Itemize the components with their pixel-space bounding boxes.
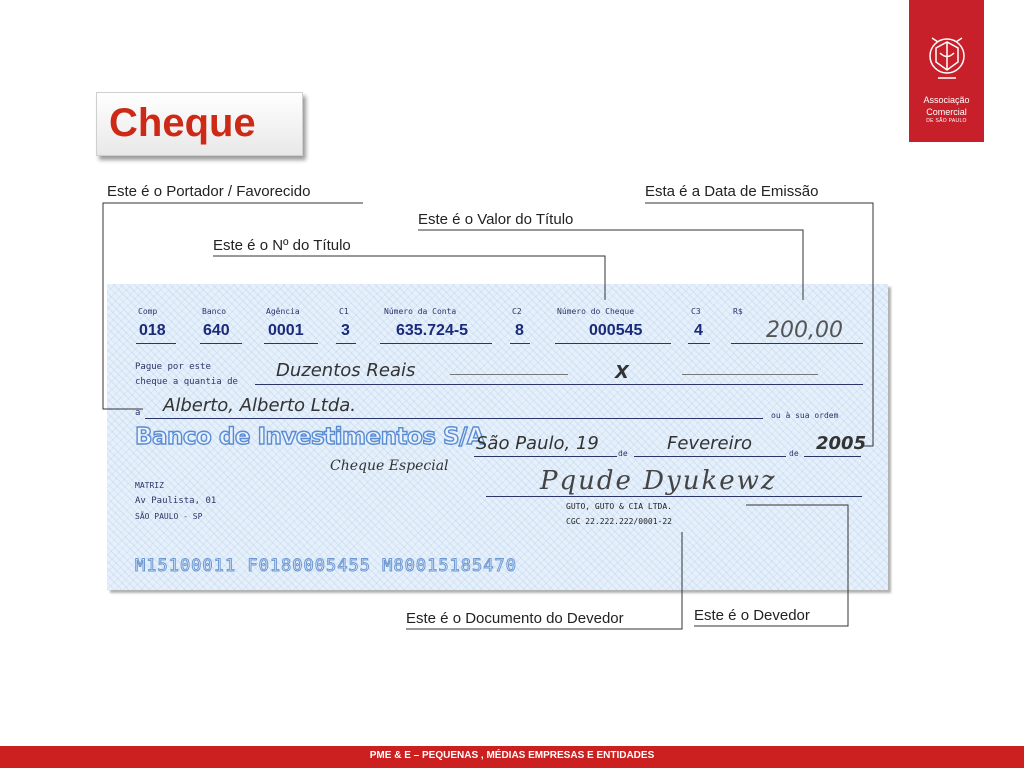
- logo-associacao-comercial: [909, 0, 984, 142]
- micr-line: M15100011 F0180005455 M80015185470: [135, 556, 517, 576]
- footer-bar: [0, 746, 1024, 768]
- value-c1: 3: [341, 322, 350, 339]
- header-comp: Comp: [138, 307, 158, 316]
- annotation-valor: Este é o Valor do Título: [418, 211, 574, 228]
- value-valor: 200,00: [766, 318, 843, 343]
- date-line-3: [804, 456, 861, 457]
- endereco: Av Paulista, 01: [135, 496, 217, 506]
- quantia-dash-1: [450, 374, 568, 375]
- underline-c3: [688, 343, 710, 344]
- x-mark: X: [615, 362, 629, 383]
- assinatura: Pqude Dyukewz: [540, 466, 777, 496]
- logo-subtitle: DE SÃO PAULO: [926, 118, 967, 124]
- devedor-cgc: CGC 22.222.222/0001-22: [566, 517, 672, 526]
- annotation-devedor: Este é o Devedor: [694, 607, 810, 624]
- underline-c2: [510, 343, 530, 344]
- de-label-1: de: [618, 449, 628, 458]
- cidade-data: São Paulo, 19: [476, 433, 599, 454]
- date-line-2: [634, 456, 786, 457]
- pague-line2: cheque a quantia de: [135, 377, 238, 387]
- bank-name: Banco de Investimentos S/A: [135, 424, 485, 450]
- footer-text: PME & E – PEQUENAS , MÉDIAS EMPRESAS E ENTIDADES: [369, 750, 655, 761]
- logo-name-line1: Associação: [923, 95, 970, 105]
- value-conta: 635.724-5: [396, 322, 469, 339]
- ano: 2005: [816, 433, 867, 454]
- value-agencia: 0001: [268, 322, 304, 339]
- ordem-label: ou à sua ordem: [771, 411, 839, 420]
- signature-line: [486, 496, 862, 497]
- coat-of-arms-icon: [926, 28, 968, 88]
- cidade-uf: SÃO PAULO - SP: [135, 512, 203, 521]
- underline-c1: [336, 343, 356, 344]
- value-banco: 640: [203, 322, 230, 339]
- annotation-portador: Este é o Portador / Favorecido: [107, 183, 311, 200]
- header-numero-cheque: Número do Cheque: [557, 307, 635, 316]
- underline-comp: [136, 343, 176, 344]
- pague-line1: Pague por este: [135, 362, 211, 372]
- header-rs: R$: [733, 307, 743, 316]
- underline-agencia: [264, 343, 318, 344]
- quantia-dash-2: [682, 374, 818, 375]
- header-c3: C3: [691, 307, 701, 316]
- quantia-extenso: Duzentos Reais: [276, 360, 416, 381]
- header-c1: C1: [339, 307, 349, 316]
- underline-valor: [731, 343, 863, 344]
- value-c3: 4: [694, 322, 703, 339]
- header-c2: C2: [512, 307, 522, 316]
- de-label-2: de: [789, 449, 799, 458]
- value-comp: 018: [139, 322, 166, 339]
- annotation-numero: Este é o Nº do Título: [213, 237, 351, 254]
- favorecido: Alberto, Alberto Ltda.: [163, 395, 356, 416]
- slide-title: Cheque: [109, 101, 256, 145]
- annotation-data-emissao: Esta é a Data de Emissão: [645, 183, 819, 200]
- devedor-nome: GUTO, GUTO & CIA LTDA.: [566, 502, 672, 511]
- logo-name-line2: Comercial: [926, 107, 967, 117]
- header-agencia: Agência: [266, 307, 300, 316]
- header-banco: Banco: [202, 307, 227, 316]
- underline-banco: [200, 343, 242, 344]
- underline-numero-cheque: [555, 343, 671, 344]
- mes: Fevereiro: [667, 433, 753, 454]
- matriz-label: MATRIZ: [135, 481, 164, 490]
- slide-title-box: [96, 92, 303, 156]
- value-c2: 8: [515, 322, 524, 339]
- annotation-documento-devedor: Este é o Documento do Devedor: [406, 610, 624, 627]
- quantia-line: [255, 384, 863, 385]
- a-label: a: [135, 408, 141, 418]
- date-line-1: [474, 456, 617, 457]
- favorecido-line: [145, 418, 763, 419]
- underline-conta: [380, 343, 492, 344]
- cheque-especial: Cheque Especial: [330, 458, 449, 474]
- header-conta: Número da Conta: [384, 307, 457, 316]
- value-numero-cheque: 000545: [589, 322, 643, 339]
